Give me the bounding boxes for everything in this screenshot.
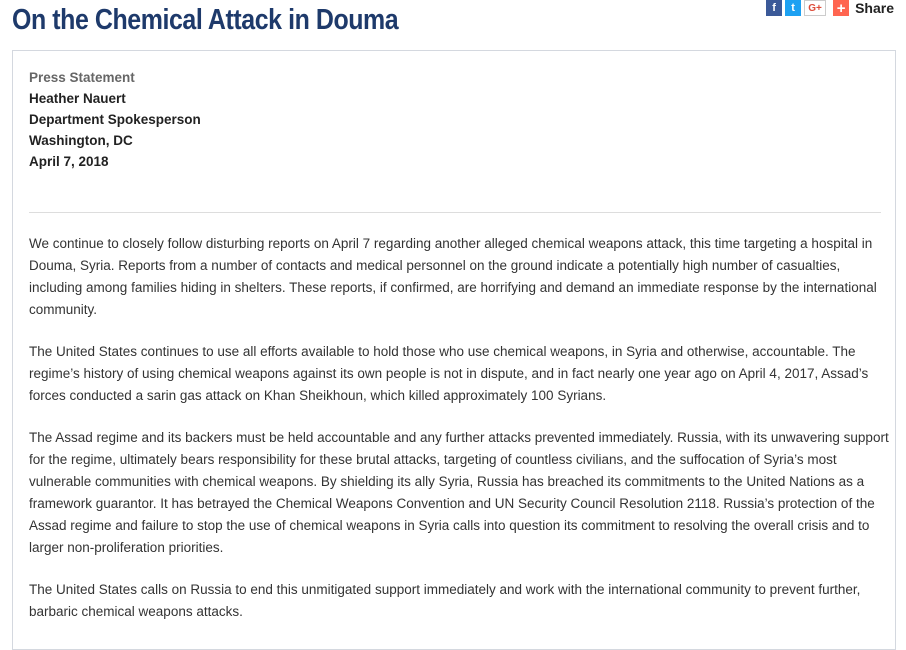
facebook-icon[interactable]: f <box>766 0 782 16</box>
twitter-icon[interactable]: t <box>785 0 801 16</box>
statement-body <box>29 233 889 643</box>
statement-date: April 7, 2018 <box>29 154 109 169</box>
paragraph: We continue to closely follow disturbing reports on April 7 regarding another alleged chemical weapons attack, this time targeting a hospital in Douma, Syria. Reports from a number of contacts and medical personnel on the ground indicate a potentially high number of casualties, including among families hiding in shelters. These reports, if confirmed, are horrifying and demand an immediate response by the international community. <box>29 236 877 317</box>
divider <box>29 212 881 213</box>
paragraph: The Assad regime and its backers must be held accountable and any further attacks prevented immediately. Russia, with its unwavering support for the regime, ultimately bears responsibility for these brutal attacks, targeting of countless civilians, and the suffocation of Syria’s most vulnerable communities with chemical weapons. By shielding its ally Syria, Russia has breached its commitments to the United Nations as a framework guarantor. It has betrayed the Chemical Weapons Convention and UN Security Council Resolution 2118. Russia’s protection of the Assad regime and failure to stop the use of chemical weapons in Syria calls into question its commitment to resolving the overall crisis and to larger non-proliferation priorities. <box>29 430 889 555</box>
statement-type: Press Statement <box>29 70 135 85</box>
statement-location: Washington, DC <box>29 133 133 148</box>
statement-card <box>12 50 896 650</box>
author-name: Heather Nauert <box>29 91 126 106</box>
paragraph: The United States continues to use all efforts available to hold those who use chemical weapons, in Syria and otherwise, accountable. The regime’s history of using chemical weapons against its own people is not in dispute, and in fact nearly one year ago on April 4, 2017, Assad’s forces conducted a sarin gas attack on Khan Sheikhoun, which killed approximately 100 Syrians. <box>29 344 869 403</box>
paragraph: The United States calls on Russia to end this unmitigated support immediately and work with the international community to prevent further, barbaric chemical weapons attacks. <box>29 582 861 619</box>
author-role: Department Spokesperson <box>29 112 201 127</box>
page-title: On the Chemical Attack in Douma <box>12 4 399 36</box>
google-plus-icon[interactable]: G+ <box>804 0 826 16</box>
share-bar <box>766 0 894 16</box>
statement-meta <box>29 67 201 172</box>
plus-icon[interactable]: + <box>833 0 849 16</box>
share-button[interactable]: Share <box>855 0 894 16</box>
